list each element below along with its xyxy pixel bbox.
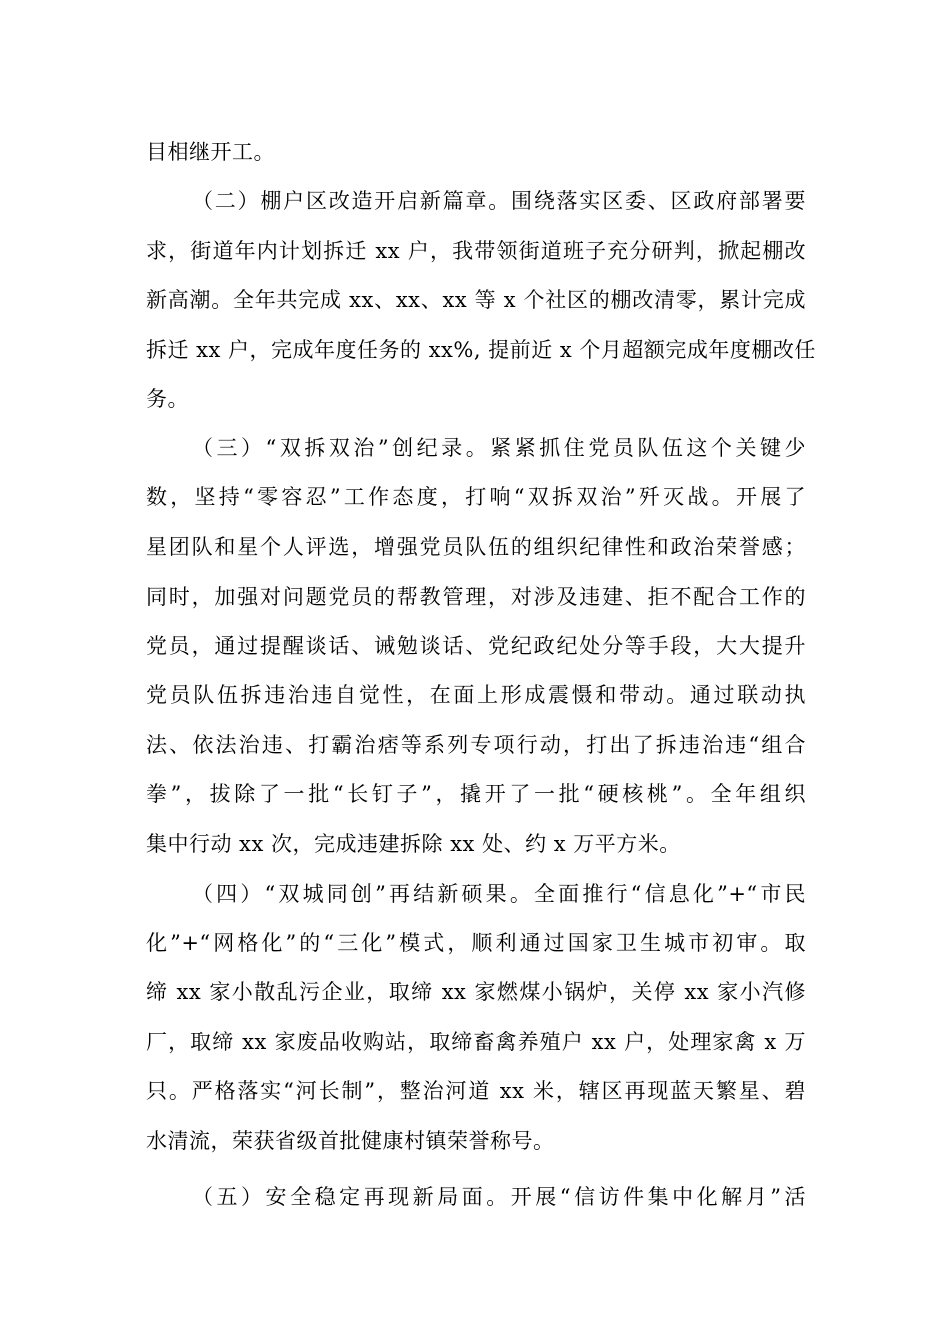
section-heading-5: （五）安全稳定再现新局面。开展“信访件集中化解月”活 xyxy=(192,1185,806,1209)
text-line: 目相继开工。 xyxy=(146,140,275,164)
text-line: 拳”，拔除了一批“长钉子”，撬开了一批“硬核桃”。全年组织 xyxy=(146,782,806,806)
text-line: 水清流，荣获省级首批健康村镇荣誉称号。 xyxy=(146,1129,555,1153)
text-line: 化”+“网格化”的“三化”模式，顺利通过国家卫生城市初审。取 xyxy=(146,931,806,955)
text-line: 求，街道年内计划拆迁 xx 户，我带领街道班子充分研判，掀起棚改 xyxy=(146,239,806,263)
section-heading-2: （二）棚户区改造开启新篇章。围绕落实区委、区政府部署要 xyxy=(192,189,806,213)
text-line: 拆迁 xx 户，完成年度任务的 xx%, 提前近 x 个月超额完成年度棚改任 xyxy=(146,338,816,362)
text-line: 集中行动 xx 次，完成违建拆除 xx 处、约 x 万平方米。 xyxy=(146,832,681,856)
text-line: 只。严格落实“河长制”，整治河道 xx 米，辖区再现蓝天繁星、碧 xyxy=(146,1079,806,1103)
text-line: 务。 xyxy=(146,387,189,411)
text-line: 法、依法治违、打霸治痞等系列专项行动，打出了拆违治违“组合 xyxy=(146,733,806,757)
text-line: 星团队和星个人评选，增强党员队伍的组织纪律性和政治荣誉感； xyxy=(146,535,806,559)
section-heading-3: （三）“双拆双治”创纪录。紧紧抓住党员队伍这个关键少 xyxy=(192,436,806,460)
text-line: 数，坚持“零容忍”工作态度，打响“双拆双治”歼灭战。开展了 xyxy=(146,485,806,509)
text-line: 党员队伍拆违治违自觉性，在面上形成震慑和带动。通过联动执 xyxy=(146,683,806,707)
text-line: 缔 xx 家小散乱污企业，取缔 xx 家燃煤小锅炉，关停 xx 家小汽修 xyxy=(146,980,806,1004)
text-line: 同时，加强对问题党员的帮教管理，对涉及违建、拒不配合工作的 xyxy=(146,585,806,609)
text-line: 党员，通过提醒谈话、诫勉谈话、党纪政纪处分等手段，大大提升 xyxy=(146,634,806,658)
text-line: 新高潮。全年共完成 xx、xx、xx 等 x 个社区的棚改清零，累计完成 xyxy=(146,288,806,312)
text-line: 厂，取缔 xx 家废品收购站，取缔畜禽养殖户 xx 户，处理家禽 x 万 xyxy=(146,1030,806,1054)
section-heading-4: （四）“双城同创”再结新硕果。全面推行“信息化”+“市民 xyxy=(192,882,806,906)
